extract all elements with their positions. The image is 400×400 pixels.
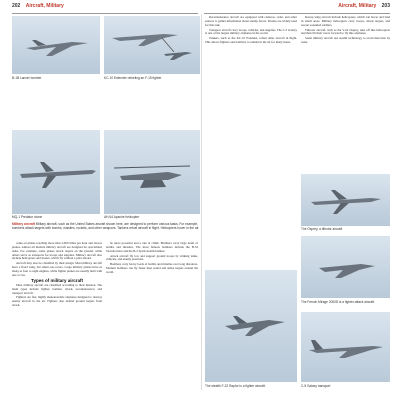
raptor-caption: The stealth F-22 Raptor is a fighter aircraft. — [205, 384, 266, 388]
right-section-title: Aircraft, Military — [338, 3, 377, 9]
col2-paragraph-1: be more powerful and a rate of climb. Bombers carry large loads of bombs and missiles. The most famous bombers include the B-52 Stratofortress and the B-2 Spirit stealth bomber. — [106, 242, 198, 253]
mirage-caption: The French Mirage 2000D is a fighter-attack aircraft. — [301, 300, 375, 304]
kc10-refueling-photo — [104, 16, 200, 74]
col1-paragraph-1: come on planes reaching more than 2,000 miles per hour and slower planes. Almost all modern military aircraft are designed for specialized tasks. For example, some planes attack targets on the ground, while others serve as transports for troops and supplies. Military aircraft also include helicopters and drones, which fly without a pilot aboard. — [12, 242, 102, 261]
osprey-illustration — [301, 174, 390, 226]
apache-helicopter-photo — [104, 130, 200, 214]
right-page-number: 203 — [381, 3, 390, 9]
left-column-2 — [106, 242, 198, 390]
right-column-2 — [301, 16, 390, 171]
galaxy-photo — [301, 312, 390, 382]
right-page-header — [204, 3, 390, 14]
main-figure-caption — [12, 222, 200, 240]
b1-bomber-illustration — [12, 16, 100, 74]
col2-paragraph-3: Bombers carry heavy loads of bombs and missiles over long distances. Modern bombers can fly faster than sound and strike targets around the world. — [106, 262, 198, 274]
col1-paragraph-4: Fighters are fast, highly maneuverable airplanes designed to destroy enemy aircraft in the air. Fighters also defend ground targets from attack. — [12, 295, 102, 308]
col4-paragraph-3: Some military aircraft use stealth technology to avoid detection by radar. — [301, 36, 390, 45]
col4-paragraph-2: Tiltrotor aircraft, such as the V-22 Osprey, take off like helicopters and then tilt their rotors forward to fly like airplanes. — [301, 27, 390, 36]
kc10-caption: KC-10 Extender refueling an F-15 fighter — [104, 76, 162, 80]
left-section-title: Aircraft, Military — [25, 3, 64, 9]
mirage-photo — [301, 236, 390, 298]
right-column-1 — [205, 16, 297, 266]
col1-paragraph-3: Most military aircraft are classified according to their mission. The main types include fighter, bomber, attack, reconnaissance, and transport aircraft. — [12, 282, 102, 295]
mirage-illustration — [301, 236, 390, 298]
galaxy-caption: C-5 Galaxy transport — [301, 384, 331, 388]
left-column-1 — [12, 242, 102, 390]
apache-caption: AH-64 Apache helicopter — [104, 215, 140, 219]
col2-paragraph-2: Attack aircraft fly low and support ground troops by striking tanks, vehicles, and enemy positions. — [106, 253, 198, 262]
col1-paragraph-2: Aircraft may also be classified by their design. Most military aircraft have a fixed wing, but others use rotors. Large military planes have as many as four to eight engines, while fighter planes are usually built with one or two. — [12, 261, 102, 277]
col3-paragraph-3: Tankers, such as the KC-10 Extender, refuel other aircraft in flight. This allows fighters and bombers to remain in the air for many hours. — [205, 36, 297, 45]
b1-caption: B-1B Lancer bomber — [12, 76, 42, 80]
b1-bomber-photo — [12, 16, 100, 74]
col4-paragraph-1: Rotary-wing aircraft include helicopters, which can hover and land in small areas. Military helicopters carry troops, attack targets, and rescue wounded soldiers. — [301, 16, 390, 27]
predator-drone-illustration — [12, 130, 100, 214]
apache-helicopter-illustration — [104, 130, 200, 214]
col3-paragraph-2: Transport aircraft carry troops, vehicles, and supplies. The C-5 Galaxy is one of the largest military airplanes in the world. — [205, 27, 297, 36]
osprey-caption: The Osprey, a tiltrotor aircraft — [301, 227, 343, 231]
galaxy-illustration — [301, 312, 390, 382]
col3-paragraph-1: Reconnaissance aircraft are equipped with cameras, radar, and other sensors to gather information about enemy forces. Drones are widely used for this task. — [205, 16, 297, 27]
raptor-illustration — [205, 270, 297, 382]
main-caption-text: Military aircraft, such as the United States aircraft shown here, are designed to perform various tasks. For example, bombers attack targets with bombs, missiles, rockets, and other weapons. Tankers refuel aircraft in flight. Helicopters hover in the air. — [12, 222, 200, 230]
page-gutter — [201, 14, 202, 390]
predator-drone-photo — [12, 130, 100, 214]
types-heading: Types of military aircraft — [31, 278, 83, 284]
predator-caption: MQ-1 Predator drone — [12, 215, 43, 219]
osprey-photo — [301, 174, 390, 226]
kc10-refueling-illustration — [104, 16, 200, 74]
left-page-number: 202 — [12, 3, 21, 9]
raptor-photo — [205, 270, 297, 382]
main-caption-lead: Military aircraft — [12, 222, 35, 226]
left-page-header — [12, 3, 198, 14]
